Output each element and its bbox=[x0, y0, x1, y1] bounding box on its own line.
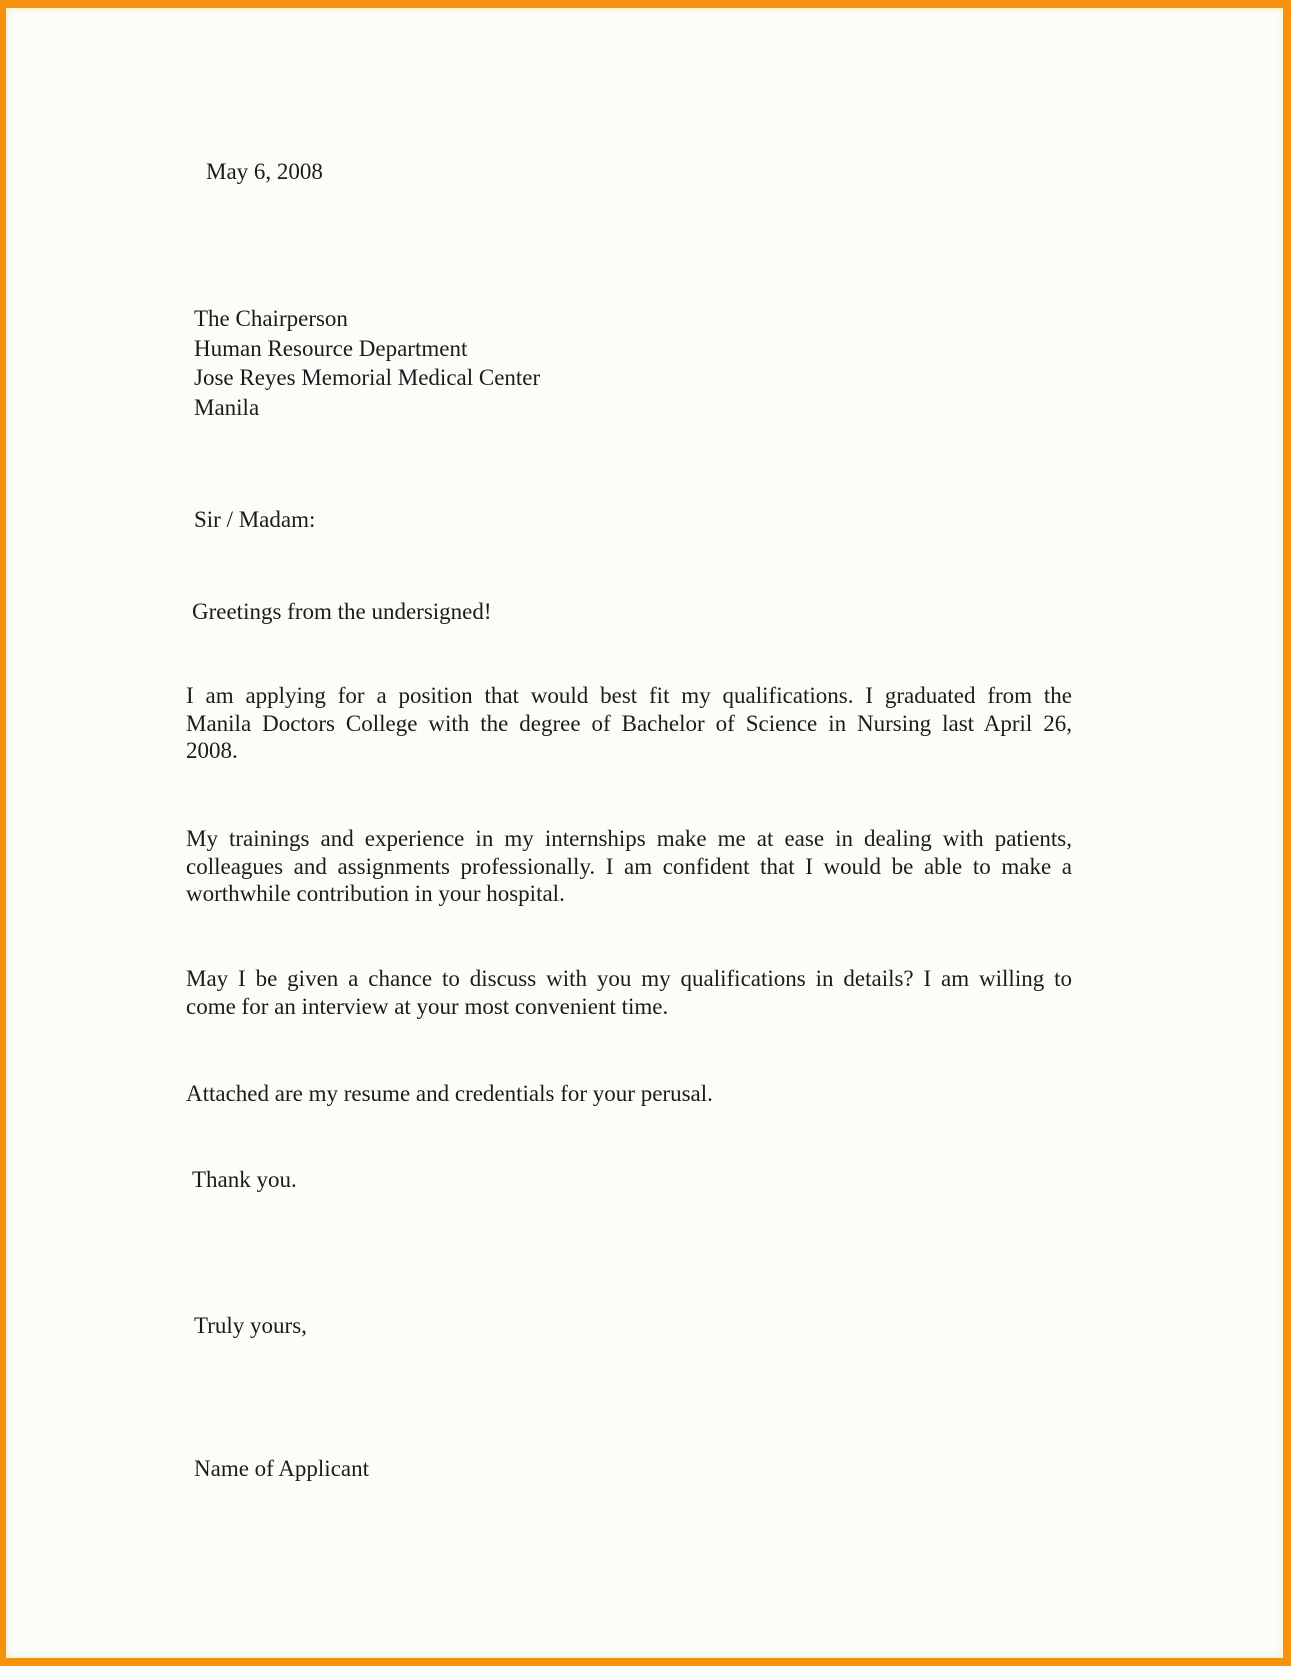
signature-name: Name of Applicant bbox=[194, 1456, 370, 1481]
salutation: Sir / Madam: bbox=[194, 507, 316, 532]
attachment-note: Attached are my resume and credentials for your perusal. bbox=[186, 1081, 713, 1106]
paragraph-line: Manila Doctors College with the degree of Bachelor of Science in Nursing last April 26, bbox=[186, 710, 1072, 736]
paragraph-line: My trainings and experience in my internships make me at ease in dealing with patients, bbox=[186, 826, 1072, 851]
paragraph-line: I am applying for a position that would best fit my qualifications. I graduated from the bbox=[186, 683, 1072, 708]
thank-you-line: Thank you. bbox=[192, 1167, 297, 1192]
paragraph-line: 2008. bbox=[186, 738, 238, 763]
recipient-title: The Chairperson bbox=[194, 306, 348, 331]
paragraph-line: May I be given a chance to discuss with you my qualifications in details? I am willing to bbox=[186, 966, 1072, 991]
body-paragraph-2 bbox=[186, 825, 1072, 908]
paragraph-line: worthwhile contribution in your hospital. bbox=[186, 881, 565, 906]
greeting-line: Greetings from the undersigned! bbox=[192, 599, 492, 624]
paragraph-line: come for an interview at your most convenient time. bbox=[186, 993, 669, 1019]
body-paragraph-3 bbox=[186, 965, 1072, 1020]
recipient-address bbox=[194, 304, 540, 422]
closing-line: Truly yours, bbox=[194, 1313, 307, 1338]
body-paragraph-1 bbox=[186, 682, 1072, 765]
paragraph-line: colleagues and assignments professionally. I am confident that I would be able to make a bbox=[186, 853, 1072, 879]
letter-date: May 6, 2008 bbox=[206, 159, 323, 184]
recipient-department: Human Resource Department bbox=[194, 335, 468, 361]
recipient-city: Manila bbox=[194, 394, 260, 420]
recipient-organization: Jose Reyes Memorial Medical Center bbox=[194, 365, 541, 390]
